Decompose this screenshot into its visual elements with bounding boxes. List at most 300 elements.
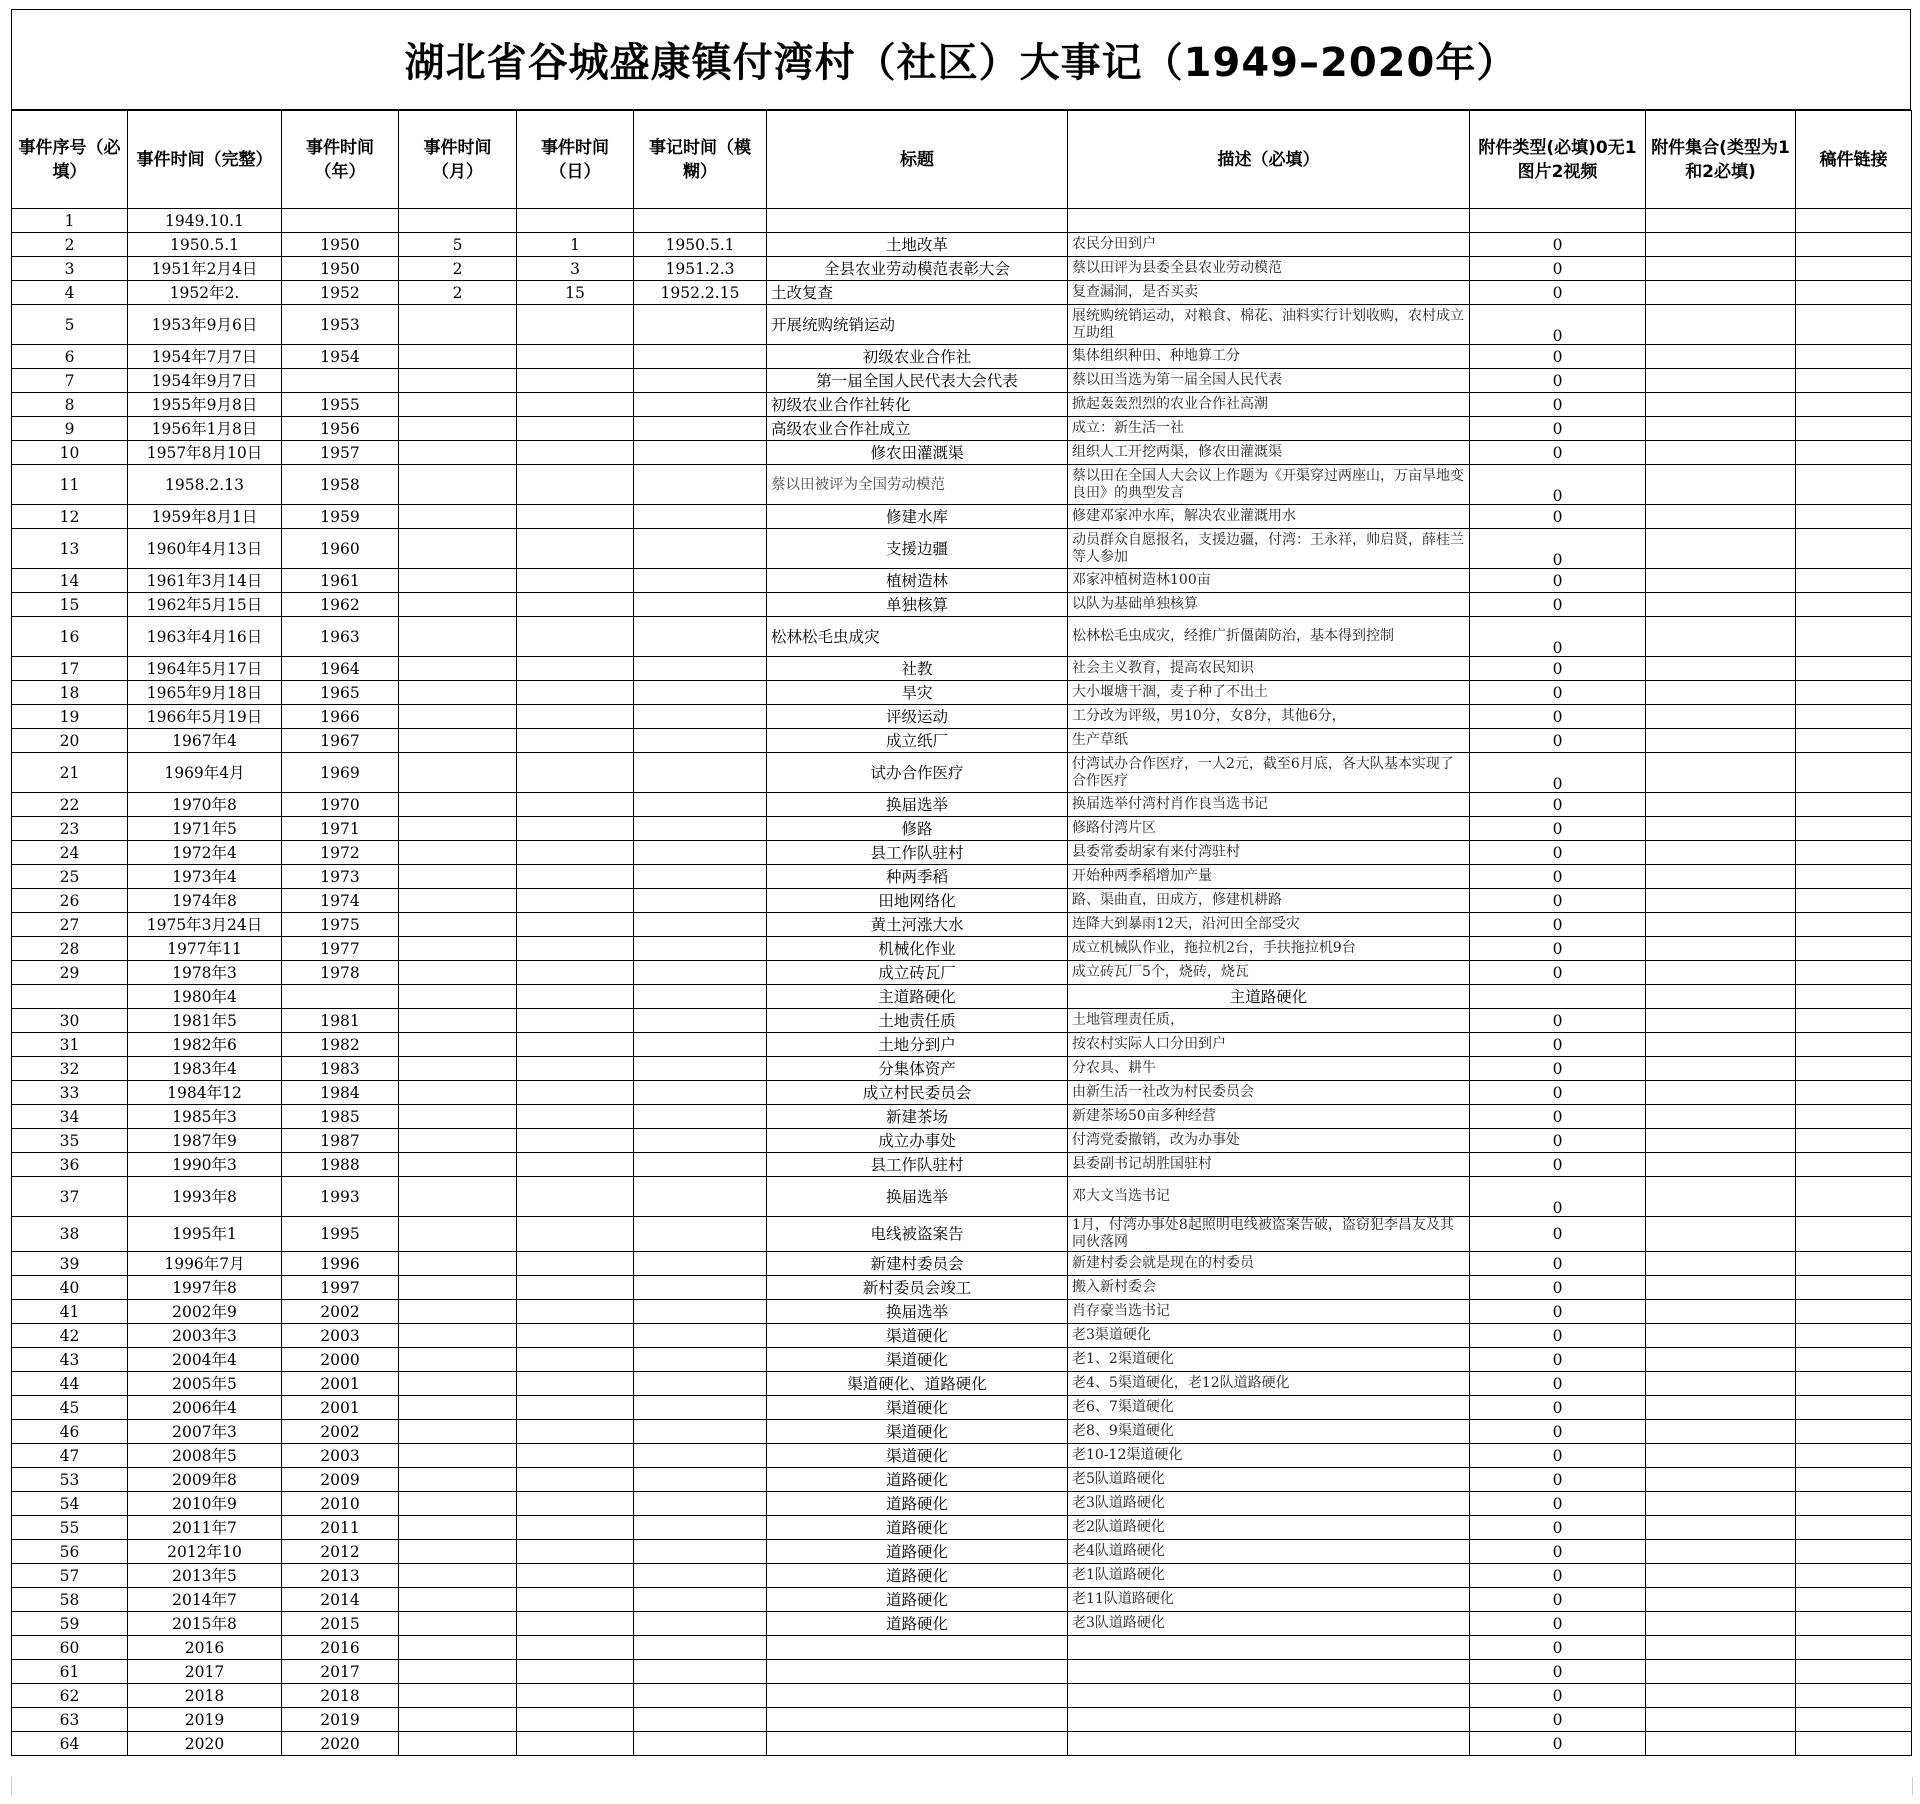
attachment-set-cell — [1646, 1105, 1796, 1129]
month-cell — [399, 1588, 517, 1612]
date-full-cell: 1959年8月1日 — [128, 505, 282, 529]
date-full-cell: 1977年11 — [128, 937, 282, 961]
attachment-type-cell: 0 — [1470, 937, 1646, 961]
description-cell: 分农具、耕牛 — [1068, 1057, 1470, 1081]
month-cell — [399, 865, 517, 889]
attachment-set-cell — [1646, 617, 1796, 657]
date-fuzzy-cell — [634, 1420, 767, 1444]
page-title: 湖北省谷城盛康镇付湾村（社区）大事记（1949–2020年） — [11, 9, 1911, 110]
seq-cell: 21 — [12, 753, 128, 793]
seq-cell: 2 — [12, 233, 128, 257]
link-cell — [1796, 209, 1912, 233]
date-full-cell: 1969年4月 — [128, 753, 282, 793]
description-cell: 生产草纸 — [1068, 729, 1470, 753]
attachment-set-cell — [1646, 1348, 1796, 1372]
attachment-set-cell — [1646, 865, 1796, 889]
day-cell — [517, 937, 634, 961]
attachment-set-cell — [1646, 209, 1796, 233]
link-cell — [1796, 593, 1912, 617]
date-full-cell: 1975年3月24日 — [128, 913, 282, 937]
description-cell: 大小堰塘干涸，麦子种了不出土 — [1068, 681, 1470, 705]
seq-cell: 18 — [12, 681, 128, 705]
date-fuzzy-cell — [634, 889, 767, 913]
attachment-set-cell — [1646, 441, 1796, 465]
date-fuzzy-cell — [634, 1564, 767, 1588]
attachment-type-cell: 0 — [1470, 817, 1646, 841]
description-cell: 集体组织种田、种地算工分 — [1068, 345, 1470, 369]
description-cell: 老1队道路硬化 — [1068, 1564, 1470, 1588]
year-cell: 2017 — [282, 1660, 399, 1684]
title-cell: 道路硬化 — [767, 1468, 1068, 1492]
link-cell — [1796, 705, 1912, 729]
seq-cell: 63 — [12, 1708, 128, 1732]
attachment-type-cell — [1470, 985, 1646, 1009]
day-cell — [517, 1300, 634, 1324]
attachment-set-cell — [1646, 1444, 1796, 1468]
date-fuzzy-cell — [634, 1612, 767, 1636]
title-cell — [767, 1732, 1068, 1756]
month-cell — [399, 1492, 517, 1516]
attachment-set-cell — [1646, 753, 1796, 793]
seq-cell: 27 — [12, 913, 128, 937]
seq-cell: 8 — [12, 393, 128, 417]
table-row — [12, 1516, 1912, 1540]
seq-cell: 20 — [12, 729, 128, 753]
date-full-cell: 1970年8 — [128, 793, 282, 817]
month-cell — [399, 1105, 517, 1129]
description-cell: 社会主义教育，提高农民知识 — [1068, 657, 1470, 681]
title-cell: 初级农业合作社 — [767, 345, 1068, 369]
table-row — [12, 569, 1912, 593]
description-cell: 老11队道路硬化 — [1068, 1588, 1470, 1612]
attachment-set-cell — [1646, 793, 1796, 817]
title-cell: 修农田灌溉渠 — [767, 441, 1068, 465]
seq-cell: 43 — [12, 1348, 128, 1372]
seq-cell: 35 — [12, 1129, 128, 1153]
day-cell — [517, 417, 634, 441]
description-cell: 由新生活一社改为村民委员会 — [1068, 1081, 1470, 1105]
month-cell — [399, 1372, 517, 1396]
date-fuzzy-cell — [634, 505, 767, 529]
date-full-cell: 2007年3 — [128, 1420, 282, 1444]
seq-cell: 57 — [12, 1564, 128, 1588]
date-fuzzy-cell: 1951.2.3 — [634, 257, 767, 281]
table-row — [12, 657, 1912, 681]
date-full-cell: 1981年5 — [128, 1009, 282, 1033]
year-cell: 1970 — [282, 793, 399, 817]
table-row — [12, 681, 1912, 705]
seq-cell: 23 — [12, 817, 128, 841]
date-fuzzy-cell — [634, 817, 767, 841]
attachment-set-cell — [1646, 465, 1796, 505]
link-cell — [1796, 505, 1912, 529]
title-cell: 机械化作业 — [767, 937, 1068, 961]
link-cell — [1796, 1276, 1912, 1300]
link-cell — [1796, 1660, 1912, 1684]
date-full-cell: 1980年4 — [128, 985, 282, 1009]
year-cell: 1984 — [282, 1081, 399, 1105]
year-cell: 2012 — [282, 1540, 399, 1564]
month-cell — [399, 505, 517, 529]
title-cell: 试办合作医疗 — [767, 753, 1068, 793]
sheet-footer — [11, 1777, 1913, 1795]
date-full-cell: 1962年5月15日 — [128, 593, 282, 617]
attachment-set-cell — [1646, 1276, 1796, 1300]
day-cell — [517, 961, 634, 985]
link-cell — [1796, 1492, 1912, 1516]
date-full-cell: 2017 — [128, 1660, 282, 1684]
table-row — [12, 393, 1912, 417]
title-cell: 新建茶场 — [767, 1105, 1068, 1129]
seq-cell: 1 — [12, 209, 128, 233]
title-cell: 道路硬化 — [767, 1588, 1068, 1612]
title-cell: 成立村民委员会 — [767, 1081, 1068, 1105]
day-cell — [517, 913, 634, 937]
seq-cell: 58 — [12, 1588, 128, 1612]
title-cell: 道路硬化 — [767, 1564, 1068, 1588]
seq-cell: 56 — [12, 1540, 128, 1564]
date-full-cell: 1954年7月7日 — [128, 345, 282, 369]
description-cell — [1068, 1708, 1470, 1732]
day-cell — [517, 1708, 634, 1732]
link-cell — [1796, 417, 1912, 441]
attachment-type-cell: 0 — [1470, 281, 1646, 305]
description-cell: 修建邓家冲水库，解决农业灌溉用水 — [1068, 505, 1470, 529]
attachment-type-cell: 0 — [1470, 889, 1646, 913]
month-cell — [399, 1468, 517, 1492]
month-cell — [399, 345, 517, 369]
date-full-cell: 2016 — [128, 1636, 282, 1660]
seq-cell: 15 — [12, 593, 128, 617]
attachment-type-cell: 0 — [1470, 1420, 1646, 1444]
link-cell — [1796, 1732, 1912, 1756]
seq-cell: 22 — [12, 793, 128, 817]
date-fuzzy-cell — [634, 1492, 767, 1516]
month-cell — [399, 569, 517, 593]
attachment-type-cell: 0 — [1470, 1612, 1646, 1636]
link-cell — [1796, 617, 1912, 657]
date-fuzzy-cell — [634, 1444, 767, 1468]
col-header-description: 描述（必填） — [1068, 111, 1470, 209]
col-header-year: 事件时间（年） — [282, 111, 399, 209]
description-cell: 土地管理责任质， — [1068, 1009, 1470, 1033]
year-cell: 1967 — [282, 729, 399, 753]
day-cell — [517, 1420, 634, 1444]
col-header-month: 事件时间（月） — [399, 111, 517, 209]
table-row — [12, 1636, 1912, 1660]
description-cell: 成立机械队作业，拖拉机2台，手扶拖拉机9台 — [1068, 937, 1470, 961]
attachment-type-cell: 0 — [1470, 465, 1646, 505]
attachment-type-cell: 0 — [1470, 529, 1646, 569]
description-cell: 以队为基础单独核算 — [1068, 593, 1470, 617]
year-cell: 1961 — [282, 569, 399, 593]
month-cell — [399, 657, 517, 681]
table-row — [12, 1217, 1912, 1252]
title-cell: 渠道硬化、道路硬化 — [767, 1372, 1068, 1396]
month-cell — [399, 1516, 517, 1540]
link-cell — [1796, 1588, 1912, 1612]
attachment-type-cell: 0 — [1470, 593, 1646, 617]
month-cell: 5 — [399, 233, 517, 257]
attachment-set-cell — [1646, 593, 1796, 617]
year-cell: 2014 — [282, 1588, 399, 1612]
table-row — [12, 705, 1912, 729]
date-full-cell: 1950.5.1 — [128, 233, 282, 257]
month-cell — [399, 1540, 517, 1564]
seq-cell: 10 — [12, 441, 128, 465]
seq-cell: 53 — [12, 1468, 128, 1492]
description-cell: 老3队道路硬化 — [1068, 1492, 1470, 1516]
link-cell — [1796, 1348, 1912, 1372]
date-full-cell: 1952年2. — [128, 281, 282, 305]
attachment-set-cell — [1646, 1516, 1796, 1540]
table-row — [12, 1300, 1912, 1324]
table-row — [12, 529, 1912, 569]
attachment-set-cell — [1646, 1468, 1796, 1492]
date-full-cell: 1956年1月8日 — [128, 417, 282, 441]
date-fuzzy-cell — [634, 417, 767, 441]
date-full-cell: 2005年5 — [128, 1372, 282, 1396]
date-full-cell: 2014年7 — [128, 1588, 282, 1612]
attachment-type-cell — [1470, 209, 1646, 233]
year-cell: 1981 — [282, 1009, 399, 1033]
link-cell — [1796, 1153, 1912, 1177]
description-cell: 老6、7渠道硬化 — [1068, 1396, 1470, 1420]
year-cell: 2020 — [282, 1732, 399, 1756]
year-cell: 1988 — [282, 1153, 399, 1177]
attachment-set-cell — [1646, 257, 1796, 281]
year-cell: 1964 — [282, 657, 399, 681]
table-row — [12, 1348, 1912, 1372]
month-cell — [399, 1177, 517, 1217]
day-cell — [517, 1033, 634, 1057]
attachment-set-cell — [1646, 1129, 1796, 1153]
seq-cell: 33 — [12, 1081, 128, 1105]
table-row — [12, 505, 1912, 529]
seq-cell: 29 — [12, 961, 128, 985]
description-cell: 新建村委会就是现在的村委员 — [1068, 1252, 1470, 1276]
date-full-cell: 1954年9月7日 — [128, 369, 282, 393]
seq-cell: 55 — [12, 1516, 128, 1540]
attachment-type-cell: 0 — [1470, 1105, 1646, 1129]
seq-cell: 32 — [12, 1057, 128, 1081]
table-row — [12, 865, 1912, 889]
table-row — [12, 305, 1912, 345]
link-cell — [1796, 681, 1912, 705]
year-cell: 1971 — [282, 817, 399, 841]
link-cell — [1796, 961, 1912, 985]
title-cell: 道路硬化 — [767, 1612, 1068, 1636]
month-cell — [399, 1420, 517, 1444]
month-cell — [399, 1396, 517, 1420]
seq-cell: 46 — [12, 1420, 128, 1444]
table-row — [12, 1081, 1912, 1105]
title-cell: 成立办事处 — [767, 1129, 1068, 1153]
attachment-type-cell: 0 — [1470, 617, 1646, 657]
link-cell — [1796, 1105, 1912, 1129]
attachment-type-cell: 0 — [1470, 1217, 1646, 1252]
table-row — [12, 985, 1912, 1009]
attachment-type-cell: 0 — [1470, 1516, 1646, 1540]
date-full-cell: 2020 — [128, 1732, 282, 1756]
title-cell: 换届选举 — [767, 1177, 1068, 1217]
link-cell — [1796, 1300, 1912, 1324]
attachment-type-cell: 0 — [1470, 505, 1646, 529]
description-cell: 成立砖瓦厂5个，烧砖，烧瓦 — [1068, 961, 1470, 985]
table-row — [12, 961, 1912, 985]
date-fuzzy-cell — [634, 705, 767, 729]
attachment-set-cell — [1646, 569, 1796, 593]
table-row — [12, 465, 1912, 505]
table-row — [12, 369, 1912, 393]
day-cell — [517, 617, 634, 657]
date-fuzzy-cell — [634, 305, 767, 345]
attachment-type-cell: 0 — [1470, 729, 1646, 753]
date-fuzzy-cell — [634, 1540, 767, 1564]
year-cell: 1950 — [282, 257, 399, 281]
month-cell — [399, 681, 517, 705]
link-cell — [1796, 1420, 1912, 1444]
day-cell — [517, 657, 634, 681]
day-cell — [517, 1177, 634, 1217]
attachment-set-cell — [1646, 1324, 1796, 1348]
month-cell — [399, 817, 517, 841]
date-full-cell: 1964年5月17日 — [128, 657, 282, 681]
date-fuzzy-cell — [634, 1009, 767, 1033]
year-cell: 1987 — [282, 1129, 399, 1153]
seq-cell: 37 — [12, 1177, 128, 1217]
year-cell: 1973 — [282, 865, 399, 889]
table-row — [12, 1129, 1912, 1153]
description-cell: 搬入新村委会 — [1068, 1276, 1470, 1300]
date-full-cell: 2009年8 — [128, 1468, 282, 1492]
date-full-cell: 1957年8月10日 — [128, 441, 282, 465]
date-fuzzy-cell — [634, 1348, 767, 1372]
description-cell: 松林松毛虫成灾，经推广折僵菌防治，基本得到控制 — [1068, 617, 1470, 657]
attachment-type-cell: 0 — [1470, 1468, 1646, 1492]
year-cell: 1993 — [282, 1177, 399, 1217]
title-cell: 松林松毛虫成灾 — [767, 617, 1068, 657]
table-row — [12, 1105, 1912, 1129]
seq-cell: 25 — [12, 865, 128, 889]
year-cell: 2019 — [282, 1708, 399, 1732]
seq-cell: 54 — [12, 1492, 128, 1516]
date-full-cell: 1995年1 — [128, 1217, 282, 1252]
attachment-set-cell — [1646, 1564, 1796, 1588]
title-cell — [767, 209, 1068, 233]
link-cell — [1796, 1033, 1912, 1057]
link-cell — [1796, 729, 1912, 753]
date-fuzzy-cell — [634, 865, 767, 889]
date-fuzzy-cell — [634, 593, 767, 617]
seq-cell: 45 — [12, 1396, 128, 1420]
attachment-type-cell: 0 — [1470, 913, 1646, 937]
title-cell: 县工作队驻村 — [767, 841, 1068, 865]
date-fuzzy-cell — [634, 441, 767, 465]
description-cell: 蔡以田当选为第一届全国人民代表 — [1068, 369, 1470, 393]
attachment-set-cell — [1646, 889, 1796, 913]
date-fuzzy-cell — [634, 465, 767, 505]
link-cell — [1796, 657, 1912, 681]
year-cell: 2001 — [282, 1396, 399, 1420]
attachment-type-cell: 0 — [1470, 1492, 1646, 1516]
year-cell: 1950 — [282, 233, 399, 257]
date-fuzzy-cell — [634, 209, 767, 233]
day-cell — [517, 1129, 634, 1153]
title-cell: 修建水库 — [767, 505, 1068, 529]
day-cell — [517, 369, 634, 393]
table-row — [12, 417, 1912, 441]
day-cell — [517, 465, 634, 505]
col-header-date-full: 事件时间（完整） — [128, 111, 282, 209]
description-cell: 县委副书记胡胜国驻村 — [1068, 1153, 1470, 1177]
attachment-set-cell — [1646, 1217, 1796, 1252]
attachment-set-cell — [1646, 817, 1796, 841]
attachment-type-cell: 0 — [1470, 1300, 1646, 1324]
date-fuzzy-cell — [634, 1684, 767, 1708]
month-cell — [399, 1732, 517, 1756]
attachment-type-cell: 0 — [1470, 417, 1646, 441]
day-cell — [517, 1153, 634, 1177]
seq-cell: 24 — [12, 841, 128, 865]
date-full-cell: 1982年6 — [128, 1033, 282, 1057]
table-row — [12, 257, 1912, 281]
day-cell: 1 — [517, 233, 634, 257]
attachment-set-cell — [1646, 505, 1796, 529]
title-cell: 社教 — [767, 657, 1068, 681]
description-cell: 开始种两季稻增加产量 — [1068, 865, 1470, 889]
description-cell: 老4、5渠道硬化，老12队道路硬化 — [1068, 1372, 1470, 1396]
date-full-cell: 2008年5 — [128, 1444, 282, 1468]
year-cell: 1960 — [282, 529, 399, 569]
month-cell — [399, 793, 517, 817]
year-cell: 1956 — [282, 417, 399, 441]
link-cell — [1796, 1217, 1912, 1252]
title-cell: 换届选举 — [767, 1300, 1068, 1324]
date-full-cell: 2015年8 — [128, 1612, 282, 1636]
year-cell: 1957 — [282, 441, 399, 465]
date-full-cell: 2018 — [128, 1684, 282, 1708]
day-cell — [517, 1057, 634, 1081]
date-fuzzy-cell — [634, 345, 767, 369]
seq-cell: 28 — [12, 937, 128, 961]
year-cell: 1983 — [282, 1057, 399, 1081]
day-cell — [517, 1105, 634, 1129]
col-header-date-fuzzy: 事记时间（模糊） — [634, 111, 767, 209]
link-cell — [1796, 1252, 1912, 1276]
date-fuzzy-cell — [634, 529, 767, 569]
month-cell — [399, 1300, 517, 1324]
attachment-type-cell: 0 — [1470, 345, 1646, 369]
table-row — [12, 1708, 1912, 1732]
year-cell: 1995 — [282, 1217, 399, 1252]
day-cell — [517, 985, 634, 1009]
table-row — [12, 1009, 1912, 1033]
date-fuzzy-cell: 1950.5.1 — [634, 233, 767, 257]
date-fuzzy-cell — [634, 681, 767, 705]
table-row — [12, 1684, 1912, 1708]
attachment-type-cell: 0 — [1470, 841, 1646, 865]
link-cell — [1796, 1009, 1912, 1033]
seq-cell: 26 — [12, 889, 128, 913]
title-cell: 成立纸厂 — [767, 729, 1068, 753]
year-cell: 2002 — [282, 1300, 399, 1324]
attachment-set-cell — [1646, 1420, 1796, 1444]
attachment-type-cell: 0 — [1470, 1081, 1646, 1105]
year-cell: 2011 — [282, 1516, 399, 1540]
description-cell: 老8、9渠道硬化 — [1068, 1420, 1470, 1444]
month-cell — [399, 1081, 517, 1105]
